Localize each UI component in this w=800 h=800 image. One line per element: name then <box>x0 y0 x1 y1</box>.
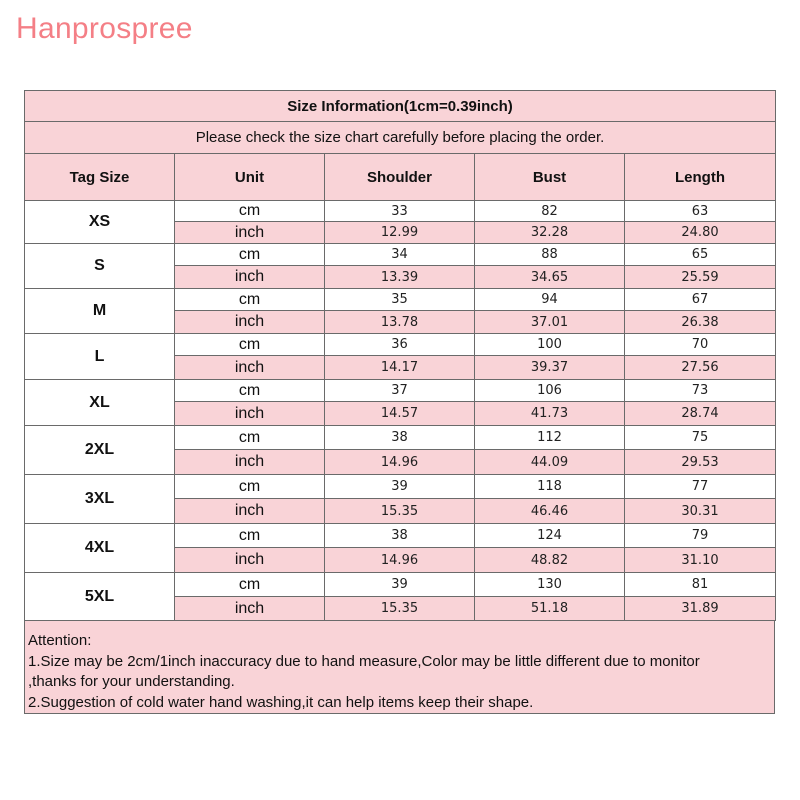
table-row <box>25 244 776 266</box>
length-cm-cell: 75 <box>625 426 776 450</box>
table-row <box>25 201 776 222</box>
tag-size-cell: 4XL <box>25 524 175 573</box>
shoulder-inch-cell: 15.35 <box>325 499 475 524</box>
unit-cm-cell: cm <box>175 334 325 356</box>
length-cm-cell: 70 <box>625 334 776 356</box>
length-inch-cell: 26.38 <box>625 311 776 334</box>
length-inch-cell: 25.59 <box>625 266 776 289</box>
length-inch-cell: 30.31 <box>625 499 776 524</box>
shoulder-cm-cell: 38 <box>325 426 475 450</box>
unit-inch-cell: inch <box>175 402 325 426</box>
attention-line: 2.Suggestion of cold water hand washing,it can help items keep their shape. <box>28 693 534 711</box>
unit-cm-cell: cm <box>175 573 325 597</box>
table-row <box>25 573 776 597</box>
attention-heading: Attention: <box>28 632 92 649</box>
unit-cm-cell: cm <box>175 524 325 548</box>
tag-size-cell: M <box>25 289 175 334</box>
shoulder-inch-cell: 12.99 <box>325 222 475 244</box>
shoulder-cm-cell: 33 <box>325 201 475 222</box>
unit-inch-cell: inch <box>175 499 325 524</box>
shoulder-cm-cell: 36 <box>325 334 475 356</box>
length-cm-cell: 77 <box>625 475 776 499</box>
length-inch-cell: 31.89 <box>625 597 776 621</box>
length-inch-cell: 31.10 <box>625 548 776 573</box>
unit-inch-cell: inch <box>175 311 325 334</box>
length-inch-cell: 27.56 <box>625 356 776 380</box>
unit-inch-cell: inch <box>175 222 325 244</box>
table-row <box>25 524 776 548</box>
bust-cm-cell: 94 <box>475 289 625 311</box>
table-row <box>25 426 776 450</box>
shoulder-cm-cell: 37 <box>325 380 475 402</box>
bust-inch-cell: 37.01 <box>475 311 625 334</box>
unit-inch-cell: inch <box>175 266 325 289</box>
attention-line: 1.Size may be 2cm/1inch inaccuracy due to hand measure,Color may be little different due to monitor <box>28 652 700 670</box>
bust-cm-cell: 88 <box>475 244 625 266</box>
shoulder-cm-cell: 34 <box>325 244 475 266</box>
unit-cm-cell: cm <box>175 201 325 222</box>
unit-inch-cell: inch <box>175 450 325 475</box>
unit-cm-cell: cm <box>175 244 325 266</box>
unit-inch-cell: inch <box>175 356 325 380</box>
tag-size-cell: XS <box>25 201 175 244</box>
tag-size-cell: 2XL <box>25 426 175 475</box>
bust-inch-cell: 46.46 <box>475 499 625 524</box>
brand-logo-text: Hanprospree <box>16 12 193 45</box>
header-length: Length <box>625 154 776 201</box>
shoulder-inch-cell: 14.96 <box>325 548 475 573</box>
unit-cm-cell: cm <box>175 475 325 499</box>
shoulder-inch-cell: 13.78 <box>325 311 475 334</box>
bust-inch-cell: 32.28 <box>475 222 625 244</box>
length-inch-cell: 24.80 <box>625 222 776 244</box>
shoulder-inch-cell: 13.39 <box>325 266 475 289</box>
bust-inch-cell: 39.37 <box>475 356 625 380</box>
bust-cm-cell: 100 <box>475 334 625 356</box>
size-table <box>24 90 776 621</box>
tag-size-cell: 5XL <box>25 573 175 621</box>
length-cm-cell: 63 <box>625 201 776 222</box>
tag-size-cell: S <box>25 244 175 289</box>
bust-cm-cell: 106 <box>475 380 625 402</box>
bust-inch-cell: 34.65 <box>475 266 625 289</box>
header-tag-size: Tag Size <box>25 154 175 201</box>
size-chart <box>24 90 775 714</box>
length-cm-cell: 81 <box>625 573 776 597</box>
length-cm-cell: 73 <box>625 380 776 402</box>
shoulder-cm-cell: 38 <box>325 524 475 548</box>
shoulder-cm-cell: 39 <box>325 573 475 597</box>
tag-size-cell: XL <box>25 380 175 426</box>
header-bust: Bust <box>475 154 625 201</box>
tag-size-cell: 3XL <box>25 475 175 524</box>
shoulder-inch-cell: 14.96 <box>325 450 475 475</box>
header-shoulder: Shoulder <box>325 154 475 201</box>
bust-cm-cell: 82 <box>475 201 625 222</box>
table-row <box>25 334 776 356</box>
shoulder-cm-cell: 39 <box>325 475 475 499</box>
unit-inch-cell: inch <box>175 597 325 621</box>
table-title: Size Information(1cm=0.39inch) <box>25 91 776 122</box>
unit-inch-cell: inch <box>175 548 325 573</box>
header-unit: Unit <box>175 154 325 201</box>
shoulder-inch-cell: 14.17 <box>325 356 475 380</box>
table-row <box>25 475 776 499</box>
length-inch-cell: 28.74 <box>625 402 776 426</box>
shoulder-inch-cell: 15.35 <box>325 597 475 621</box>
tag-size-cell: L <box>25 334 175 380</box>
unit-cm-cell: cm <box>175 380 325 402</box>
bust-inch-cell: 44.09 <box>475 450 625 475</box>
length-cm-cell: 67 <box>625 289 776 311</box>
bust-inch-cell: 48.82 <box>475 548 625 573</box>
bust-cm-cell: 112 <box>475 426 625 450</box>
table-row <box>25 289 776 311</box>
length-cm-cell: 79 <box>625 524 776 548</box>
bust-inch-cell: 51.18 <box>475 597 625 621</box>
bust-cm-cell: 124 <box>475 524 625 548</box>
table-row <box>25 380 776 402</box>
shoulder-inch-cell: 14.57 <box>325 402 475 426</box>
attention-line: ,thanks for your understanding. <box>28 673 235 690</box>
unit-cm-cell: cm <box>175 426 325 450</box>
bust-inch-cell: 41.73 <box>475 402 625 426</box>
unit-cm-cell: cm <box>175 289 325 311</box>
bust-cm-cell: 118 <box>475 475 625 499</box>
attention-box <box>24 621 775 714</box>
length-cm-cell: 65 <box>625 244 776 266</box>
length-inch-cell: 29.53 <box>625 450 776 475</box>
bust-cm-cell: 130 <box>475 573 625 597</box>
shoulder-cm-cell: 35 <box>325 289 475 311</box>
table-note: Please check the size chart carefully before placing the order. <box>25 122 776 154</box>
